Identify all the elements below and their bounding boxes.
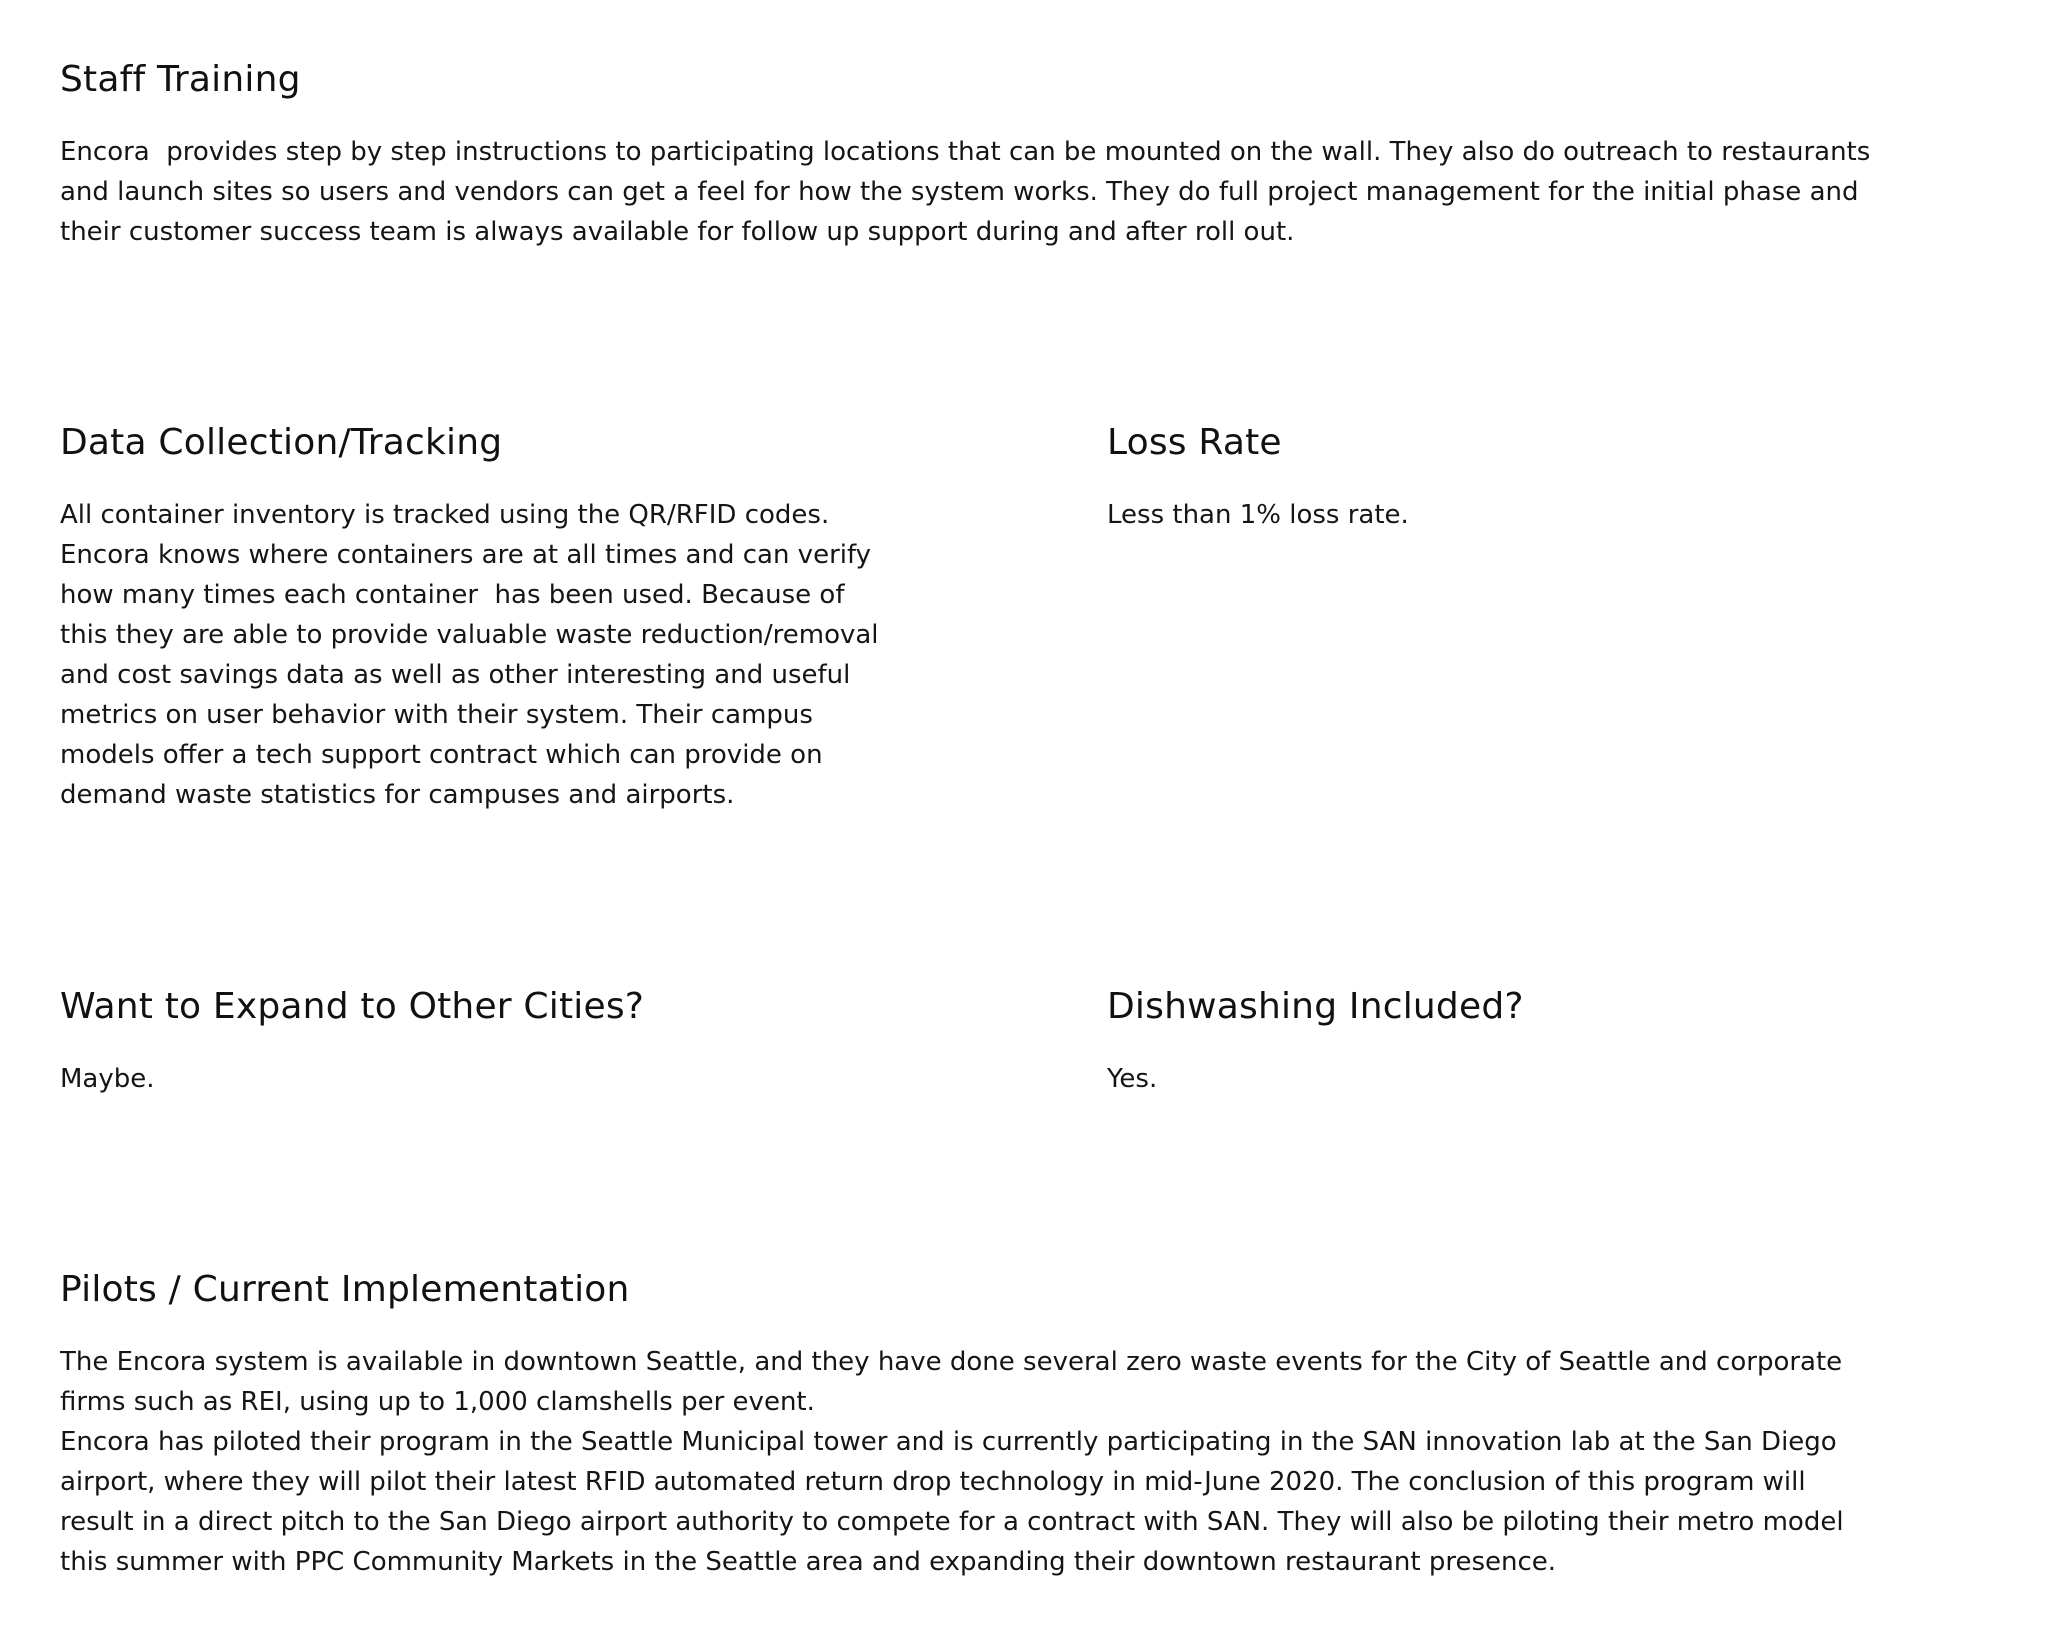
loss-rate-heading: Loss Rate (1107, 422, 1282, 463)
data-collection-section (60, 421, 960, 815)
pilots-section (60, 1268, 2020, 1582)
dishwashing-text: Yes. (1107, 1064, 1158, 1094)
pilots-text (60, 1342, 2020, 1582)
staff-training-heading: Staff Training (60, 59, 301, 100)
loss-rate-section (1107, 421, 1967, 535)
pilots-paragraph-2: Encora has piloted their program in the Seattle Municipal tower and is currently participating in the SAN innovation lab at the San Diego airport, where they will pilot their latest RFID automated return drop technology in mid-June 2020. The conclusion of this program will result in a direct pitch to the San Diego airport authority to compete for a contract with SAN. They will also be piloting their metro model this summer with PPC Community Markets in the Seattle area and expanding their downtown restaurant presence. (60, 1427, 1844, 1577)
dishwashing-section (1107, 985, 1967, 1099)
staff-training-section (60, 58, 2020, 252)
data-collection-text: All container inventory is tracked using the QR/RFID codes. Encora knows where containers are at all times and can verify how many times each container has been used. Because of this they are able to provide valuable waste reduction/removal and cost savings data as well as other interesting and useful metrics on user behavior with their system. Their campus models offer a tech support contract which can provide on demand waste statistics for campuses and airports. (60, 500, 879, 810)
pilots-heading: Pilots / Current Implementation (60, 1269, 630, 1310)
expand-cities-text: Maybe. (60, 1064, 155, 1094)
pilots-paragraph-1: The Encora system is available in downtown Seattle, and they have done several zero waste events for the City of Seattle and corporate firms such as REI, using up to 1,000 clamshells per event. (60, 1347, 1843, 1417)
expand-cities-section (60, 985, 960, 1099)
loss-rate-text: Less than 1% loss rate. (1107, 500, 1409, 530)
expand-cities-heading: Want to Expand to Other Cities? (60, 986, 645, 1027)
data-collection-heading: Data Collection/Tracking (60, 422, 503, 463)
dishwashing-heading: Dishwashing Included? (1107, 986, 1524, 1027)
staff-training-text: Encora provides step by step instructions to participating locations that can be mounted on the wall. They also do outreach to restaurants and launch sites so users and vendors can get a feel for how the system works. They do full project management for the initial phase and their customer success team is always available for follow up support during and after roll out. (60, 137, 1871, 247)
